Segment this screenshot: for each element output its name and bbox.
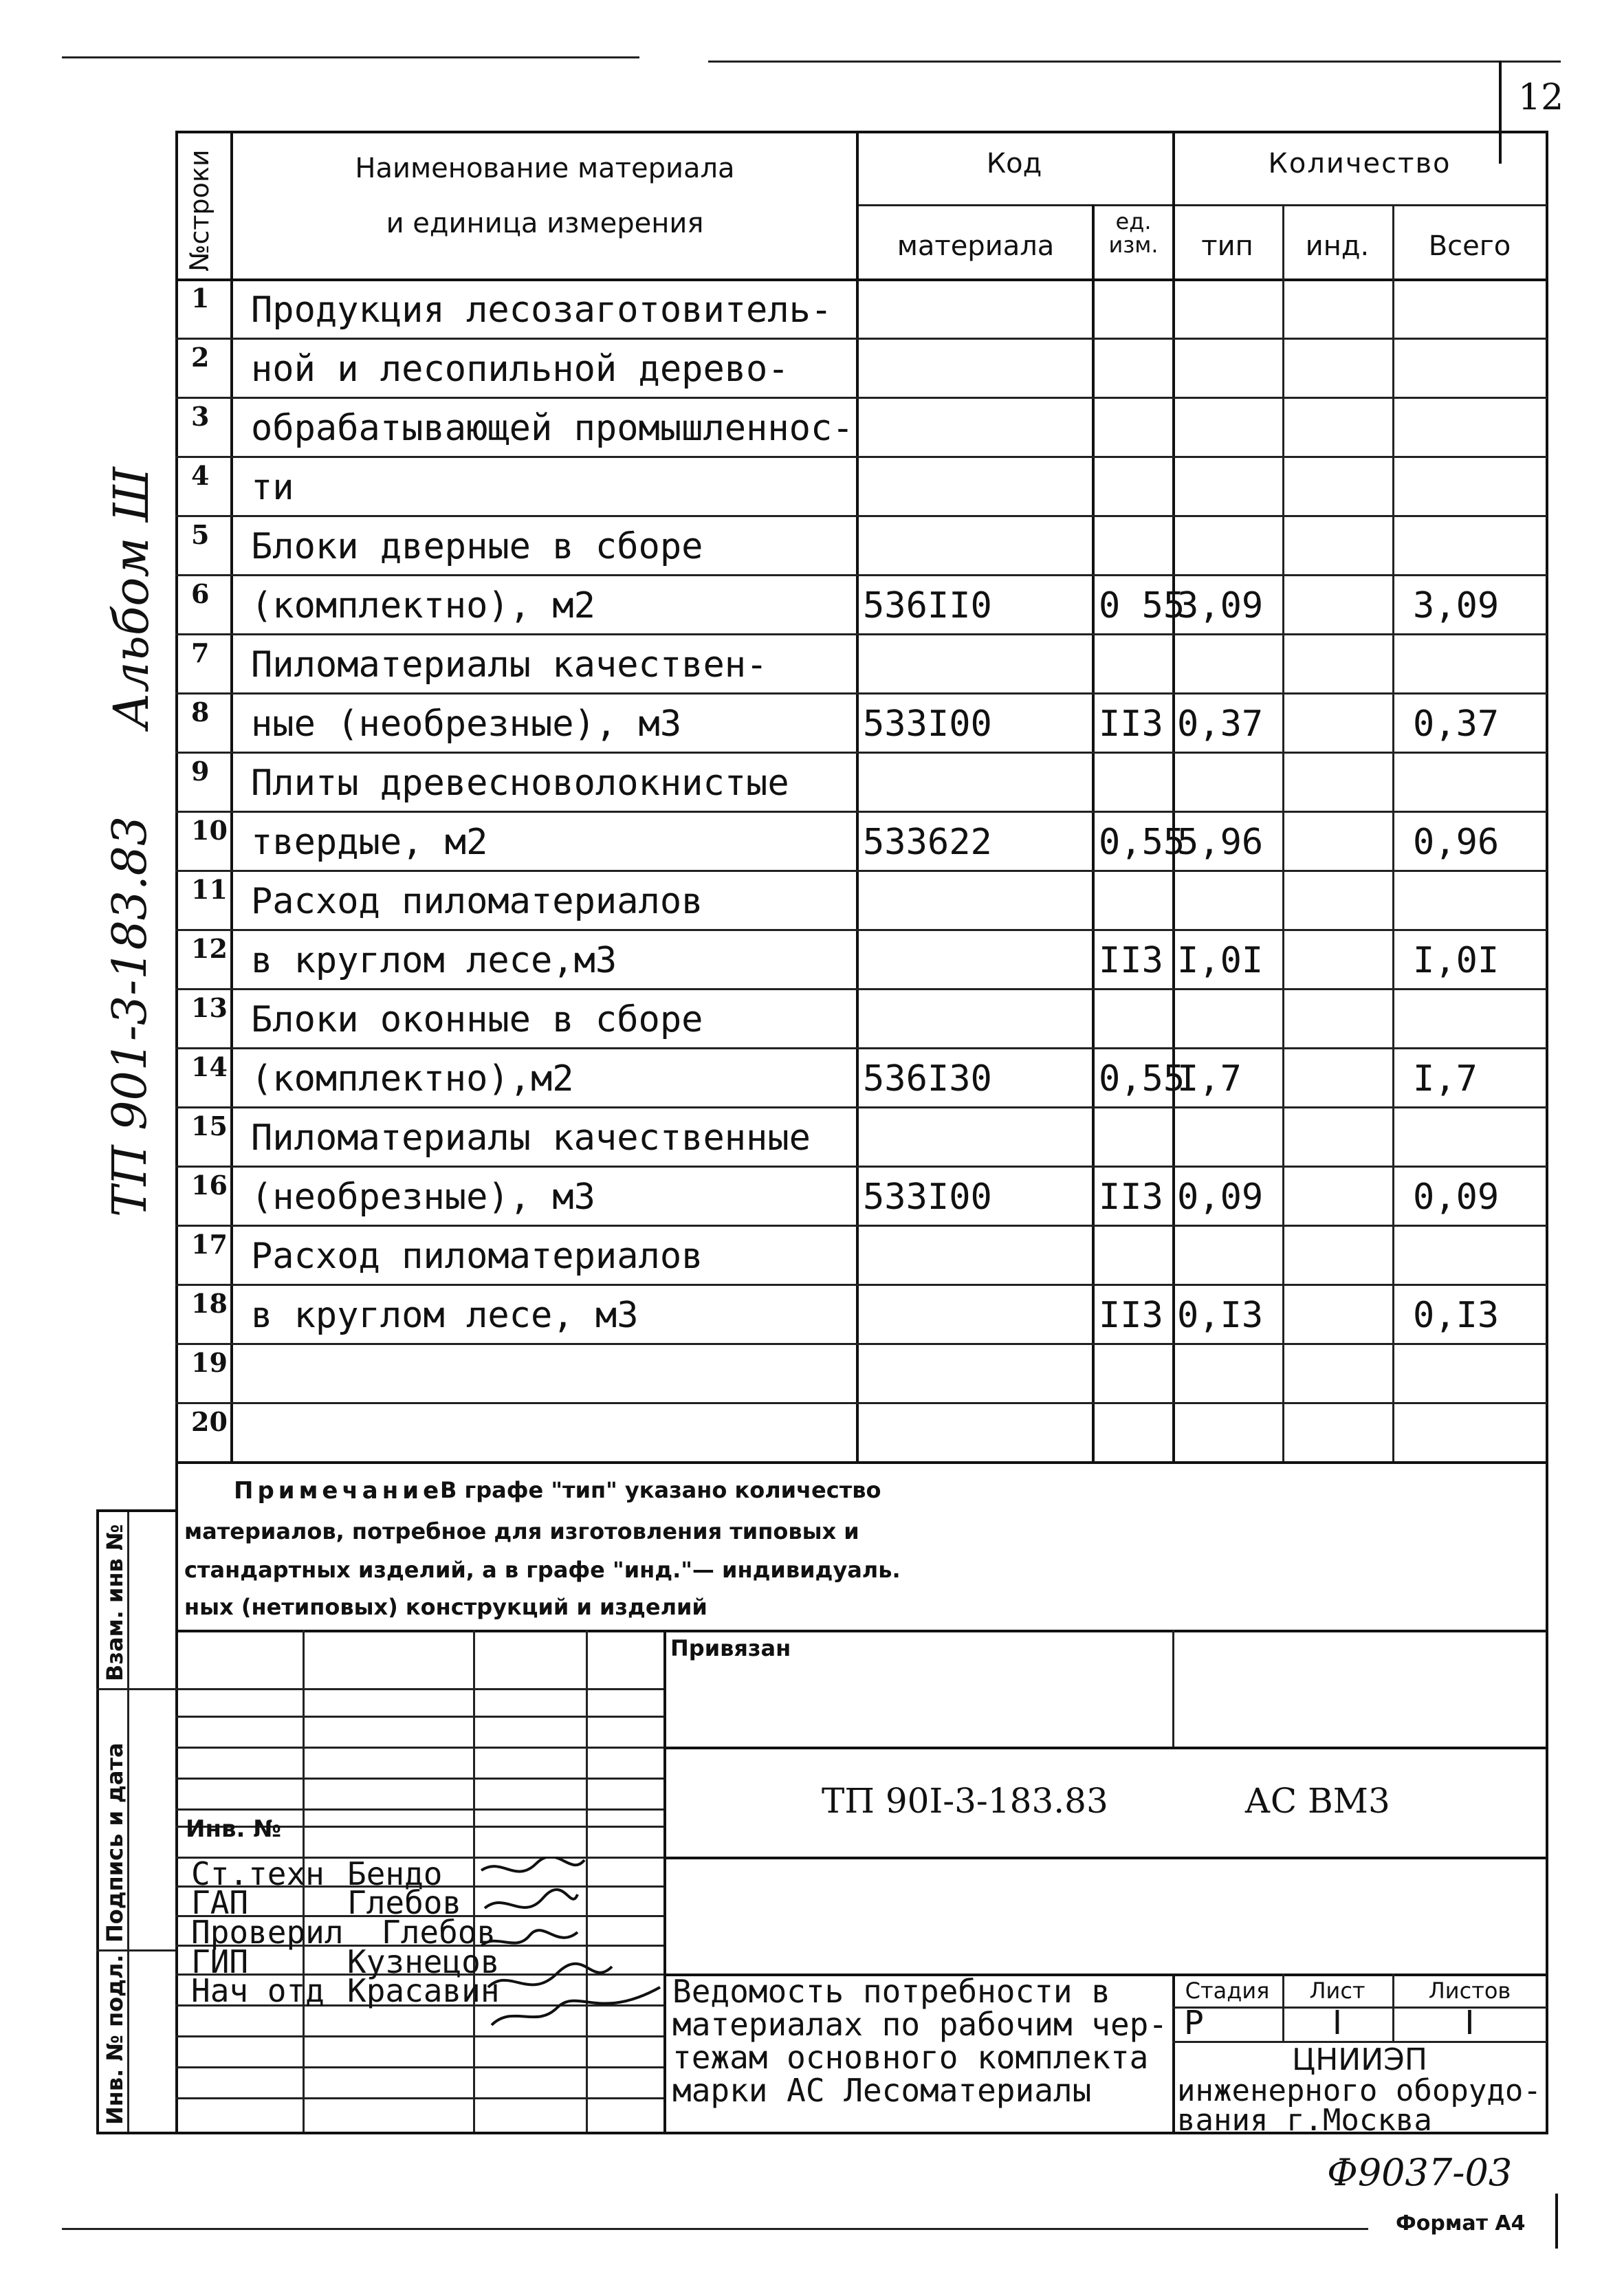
stamp-line xyxy=(1172,1630,1174,1747)
material-name: ные (необрезные), м3 xyxy=(251,703,682,745)
unit-code: 0 55 xyxy=(1099,585,1185,626)
row-number: 6 xyxy=(191,578,210,609)
column-line xyxy=(1172,131,1175,1461)
qty-total: 3,09 xyxy=(1413,585,1500,626)
stamp-border xyxy=(175,1630,1548,1632)
margin-border xyxy=(96,1509,99,2132)
row-number: 19 xyxy=(191,1347,228,1378)
inv-podl-label: Инв. № подл. xyxy=(102,1954,128,2125)
stamp-row-line xyxy=(175,2097,663,2099)
material-name: обрабатывающей промышленнос- xyxy=(251,408,854,449)
material-name: Блоки оконные в сборе xyxy=(251,999,703,1040)
row-number: 17 xyxy=(191,1229,228,1260)
unit-code: II3 xyxy=(1099,703,1163,745)
row-separator xyxy=(175,1402,1547,1404)
qty-total-header: Всего xyxy=(1428,230,1511,262)
org-line: инженерного оборудо- xyxy=(1177,2073,1541,2108)
material-name: в круглом лесе, м3 xyxy=(251,1295,639,1336)
margin-border xyxy=(96,1688,175,1690)
stamp-row-line xyxy=(175,1808,663,1811)
column-line xyxy=(230,131,233,1461)
row-number: 3 xyxy=(191,401,210,432)
signer-role: ГАП xyxy=(191,1884,249,1921)
material-code: 533I00 xyxy=(863,703,992,745)
qty-ind-header: инд. xyxy=(1305,230,1370,262)
material-name: ти xyxy=(251,467,294,508)
title-line: марки АС Лесоматериалы xyxy=(672,2072,1092,2109)
material-name: Продукция лесозаготовитель- xyxy=(251,289,833,331)
document-code: ТП 90I-3-183.83 xyxy=(822,1781,1108,1821)
note-line: В графе "тип" указано количество xyxy=(440,1477,881,1503)
signer-role: Проверил xyxy=(191,1914,344,1951)
stamp-row-line xyxy=(175,1688,663,1690)
row-number: 13 xyxy=(191,992,228,1023)
note-line: стандартных изделий, а в графе "инд."— индивидуаль. xyxy=(184,1557,901,1583)
qty-type: I,7 xyxy=(1177,1058,1242,1100)
name-header: Наименование материала xyxy=(355,153,735,184)
material-name: Расход пиломатериалов xyxy=(251,1236,703,1277)
unit-code: II3 xyxy=(1099,1295,1163,1336)
material-name: Пиломатериалы качествен- xyxy=(251,644,768,686)
margin-border xyxy=(175,1461,178,2132)
stamp-row-line xyxy=(175,1716,663,1718)
sheets-label: Листов xyxy=(1428,1978,1511,2004)
qty-total: 0,96 xyxy=(1413,822,1500,863)
inv-no-label: Инв. № xyxy=(186,1815,282,1843)
sheets-value: I xyxy=(1464,2004,1475,2042)
row-number: 18 xyxy=(191,1288,228,1319)
org-line: вания г.Москва xyxy=(1177,2103,1432,2138)
signer-name: Красавин xyxy=(347,1972,500,2009)
row-number: 9 xyxy=(191,756,210,787)
stamp-row-line xyxy=(175,1747,663,1749)
document-mark: АС ВМ3 xyxy=(1244,1781,1390,1821)
material-name: (необрезные), м3 xyxy=(251,1177,595,1218)
code-material-header: материала xyxy=(897,230,1055,262)
row-number: 10 xyxy=(191,815,228,846)
table-border xyxy=(1546,131,1548,1461)
privyazan-label: Привязан xyxy=(670,1635,791,1661)
qty-total: 0,I3 xyxy=(1413,1295,1500,1336)
material-code: 533I00 xyxy=(863,1177,992,1218)
signer-name: Бендо xyxy=(347,1855,443,1892)
row-number: 12 xyxy=(191,933,228,964)
name-header-unit: и единица измерения xyxy=(386,208,704,239)
row-number: 7 xyxy=(191,637,210,668)
unit-code: II3 xyxy=(1099,940,1163,981)
stamp-line xyxy=(663,1857,1547,1859)
material-name: твердые, м2 xyxy=(251,822,488,863)
stage-label: Стадия xyxy=(1185,1978,1270,2004)
unit-code: II3 xyxy=(1099,1177,1163,1218)
signer-role: Ст.техн xyxy=(191,1855,325,1892)
column-line xyxy=(1392,204,1394,1461)
qty-type: 0,37 xyxy=(1177,703,1264,745)
project-label: ТП 901-3-183.83 xyxy=(103,816,157,1217)
code-unit-header: ед. изм. xyxy=(1108,208,1159,258)
margin-border xyxy=(96,2132,175,2134)
row-number: 20 xyxy=(191,1406,228,1437)
row-separator xyxy=(175,456,1547,458)
column-line xyxy=(1092,204,1095,1461)
material-name: (комплектно), м2 xyxy=(251,585,595,626)
row-number: 14 xyxy=(191,1051,228,1082)
code-header: Код xyxy=(986,148,1042,179)
qty-total: 0,09 xyxy=(1413,1177,1500,1218)
archive-number: Ф9037-03 xyxy=(1327,2151,1513,2194)
signer-role: Нач отд xyxy=(191,1972,325,2009)
unit-code: 0,55 xyxy=(1099,1058,1185,1100)
sheet-label: Лист xyxy=(1309,1978,1365,2004)
document-title xyxy=(672,1975,1167,2107)
row-separator xyxy=(175,1343,1547,1345)
stamp-line xyxy=(663,1747,1547,1749)
row-number: 4 xyxy=(191,460,210,491)
row-number: 2 xyxy=(191,342,210,373)
material-name: Плиты древесноволокнистые xyxy=(251,763,789,804)
note-line: ных (нетиповых) конструкций и изделий xyxy=(184,1594,707,1620)
material-name: в круглом лесе,м3 xyxy=(251,940,617,981)
title-line: материалах по рабочим чер- xyxy=(672,2006,1168,2043)
signatures-graphic xyxy=(474,1857,681,2035)
signature-date-label: Подпись и дата xyxy=(102,1742,128,1943)
row-number-header: №строки xyxy=(184,149,215,272)
row-number: 11 xyxy=(191,874,228,905)
signer-name: Глебов xyxy=(382,1914,496,1951)
material-name: (комплектно),м2 xyxy=(251,1058,574,1100)
org-line: ЦНИИЭП xyxy=(1292,2042,1427,2077)
stamp-row-line xyxy=(175,2035,663,2037)
margin-border xyxy=(96,1509,175,1512)
qty-type: 0,I3 xyxy=(1177,1295,1264,1336)
column-line xyxy=(1282,204,1284,1461)
note-title: Примечание xyxy=(234,1477,443,1505)
table-border xyxy=(175,131,178,1461)
stage-value: Р xyxy=(1184,2004,1204,2042)
stamp-row-line xyxy=(175,2066,663,2068)
album-label: Альбом Ш xyxy=(103,467,160,729)
material-code: 536I30 xyxy=(863,1058,992,1100)
material-code: 536II0 xyxy=(863,585,992,626)
note-line: материалов, потребное для изготовления типовых и xyxy=(184,1518,859,1544)
stamp-row-line xyxy=(175,1778,663,1780)
qty-total: I,7 xyxy=(1413,1058,1478,1100)
top-rule xyxy=(62,56,639,58)
row-number: 15 xyxy=(191,1111,228,1141)
format-label: Формат А4 xyxy=(1396,2211,1526,2235)
page-number: 12 xyxy=(1518,77,1564,118)
table-border xyxy=(175,1461,1548,1464)
row-number: 5 xyxy=(191,519,210,550)
signer-name: Кузнецов xyxy=(347,1943,500,1980)
column-line xyxy=(856,131,859,1461)
material-name: Расход пиломатериалов xyxy=(251,881,703,922)
title-line: Ведомость потребности в xyxy=(672,1973,1110,2010)
top-rule xyxy=(708,61,1561,63)
qty-total: I,0I xyxy=(1413,940,1500,981)
material-name: Пиломатериалы качественные xyxy=(251,1117,811,1159)
title-line: тежам основного комплекта xyxy=(672,2039,1149,2076)
material-code: 533622 xyxy=(863,822,992,863)
signer-role: ГИП xyxy=(191,1943,249,1980)
row-number: 8 xyxy=(191,697,210,728)
quantity-header: Количество xyxy=(1268,148,1451,179)
qty-type: 3,09 xyxy=(1177,585,1264,626)
margin-border xyxy=(96,1949,175,1952)
material-name: Блоки дверные в сборе xyxy=(251,526,703,567)
qty-type: 0,09 xyxy=(1177,1177,1264,1218)
signer-name: Глебов xyxy=(347,1884,462,1921)
qty-type: 5,96 xyxy=(1177,822,1264,863)
vzam-inv-label: Взам. инв № xyxy=(102,1524,128,1681)
row-number: 1 xyxy=(191,283,210,314)
qty-total: 0,37 xyxy=(1413,703,1500,745)
material-name: ной и лесопильной дерево- xyxy=(251,349,789,390)
bottom-mark xyxy=(1555,2194,1558,2249)
row-number: 16 xyxy=(191,1170,228,1201)
table-border xyxy=(175,131,1548,133)
bottom-rule xyxy=(62,2228,1368,2230)
header-sub-separator xyxy=(856,204,1547,206)
qty-type: I,0I xyxy=(1177,940,1264,981)
unit-code: 0,55 xyxy=(1099,822,1185,863)
qty-type-header: тип xyxy=(1201,230,1253,262)
sheet-value: I xyxy=(1332,2004,1343,2042)
